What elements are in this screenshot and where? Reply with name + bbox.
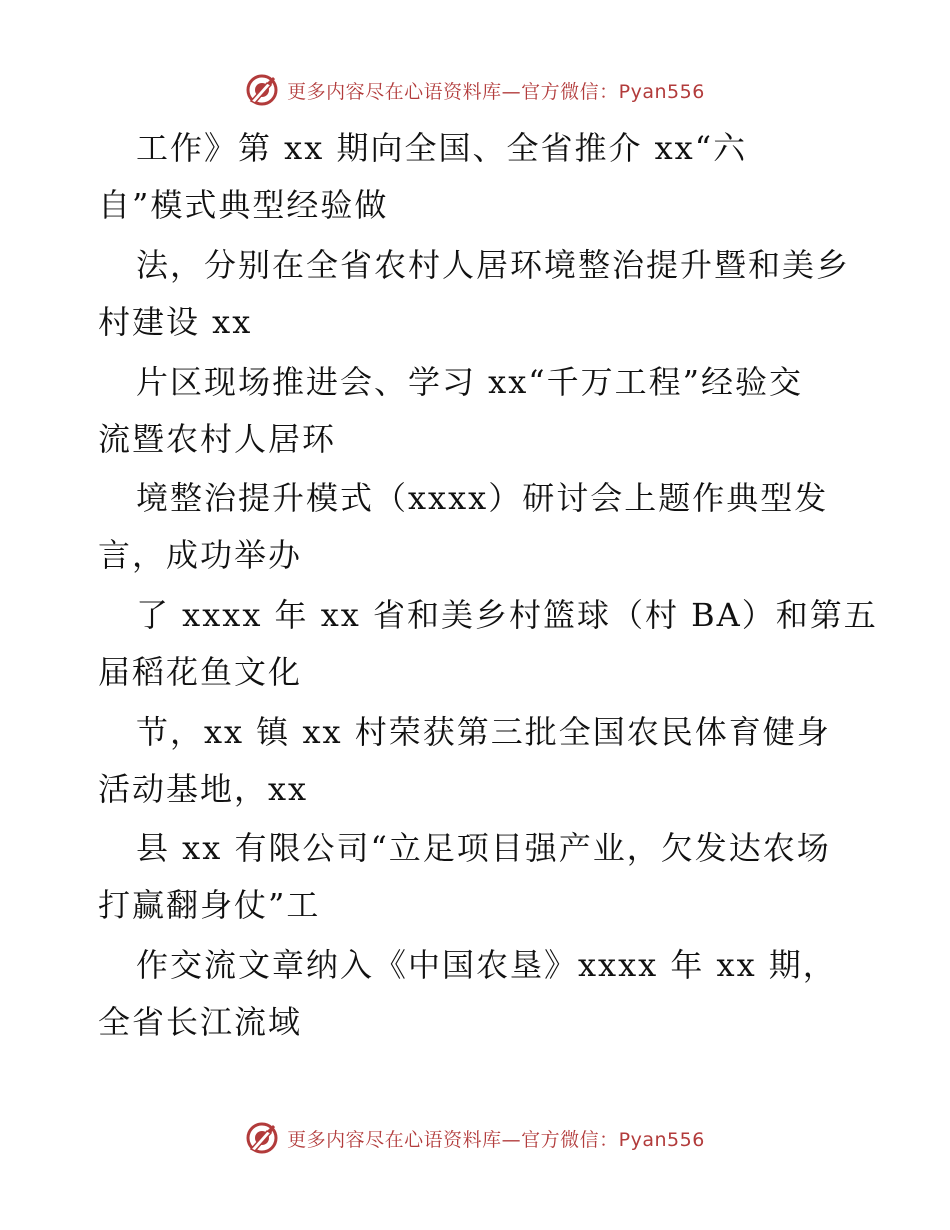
body-line: 工作》第 xx 期向全国、全省推介 xx“六: [136, 129, 748, 167]
body-line: 作交流文章纳入《中国农垦》xxxx 年 xx 期，: [136, 946, 837, 984]
watermark-text: 更多内容尽在心语资料库—官方微信：Pyan556: [287, 1128, 705, 1151]
watermark-text: 更多内容尽在心语资料库—官方微信：Pyan556: [287, 80, 705, 103]
body-line: 县 xx 有限公司“立足项目强产业，欠发达农场: [136, 829, 831, 867]
pen-circle-logo-icon: [245, 1121, 279, 1155]
body-line: 打赢翻身仗”工: [98, 886, 321, 924]
footer-watermark: [0, 1118, 950, 1158]
body-line: 全省长江流域: [98, 1003, 303, 1041]
body-line: 自”模式典型经验做: [98, 186, 389, 224]
body-line: 境整治提升模式（xxxx）研讨会上题作典型发: [136, 479, 829, 517]
body-line: 村建设 xx: [98, 303, 253, 341]
body-line: 节，xx 镇 xx 村荣获第三批全国农民体育健身: [136, 713, 831, 751]
body-line: 了 xxxx 年 xx 省和美乡村篮球（村 BA）和第五: [136, 596, 878, 634]
body-line: 届稻花鱼文化: [98, 653, 303, 691]
body-line: 流暨农村人居环: [98, 420, 337, 458]
body-line: 言，成功举办: [98, 536, 303, 574]
body-line: 片区现场推进会、学习 xx“千万工程”经验交: [136, 363, 803, 401]
pen-circle-logo-icon: [245, 73, 279, 107]
header-watermark: [0, 70, 950, 110]
body-line: 活动基地，xx: [98, 770, 309, 808]
body-line: 法，分别在全省农村人居环境整治提升暨和美乡: [136, 246, 851, 284]
